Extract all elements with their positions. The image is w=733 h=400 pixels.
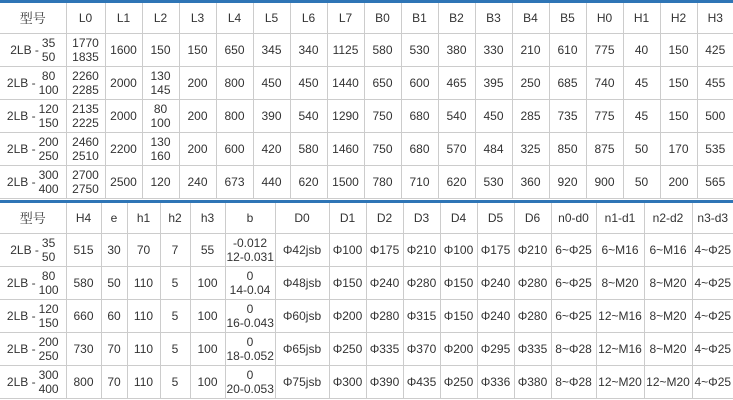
value-cell-n3-d3: 4~Φ25 (692, 234, 733, 267)
value-cell-l1: 2000 (105, 100, 142, 133)
column-header-b: b (225, 202, 275, 234)
value-cell-b0: 580 (364, 34, 401, 67)
value-cell-h2: 7 (160, 234, 190, 267)
value-cell-d5: Φ295 (477, 333, 514, 366)
table-row (0, 366, 733, 399)
value-cell-b: 0 16-0.043 (225, 300, 275, 333)
value-cell-b5: 685 (549, 67, 586, 100)
model-size-stack: 35 50 (41, 236, 56, 264)
value-cell-d6: Φ280 (514, 300, 551, 333)
value-cell-h2: 5 (160, 267, 190, 300)
value-cell-l0: 2260 2285 (66, 67, 105, 100)
value-cell-d4: Φ200 (440, 333, 477, 366)
table-row (0, 100, 733, 133)
column-header-b1: B1 (401, 2, 438, 34)
value-cell-d5: Φ240 (477, 267, 514, 300)
value-cell-e: 60 (101, 300, 127, 333)
value-cell-b3: 395 (475, 67, 512, 100)
value-cell-d1: Φ100 (329, 234, 366, 267)
value-cell-l4: 800 (216, 100, 253, 133)
value-cell-d5: Φ336 (477, 366, 514, 399)
value-cell-e: 30 (101, 234, 127, 267)
column-header-e: e (101, 202, 127, 234)
value-cell-h2: 150 (660, 67, 697, 100)
model-cell (0, 133, 66, 166)
column-header-l0: L0 (66, 2, 105, 34)
value-cell-b5: 850 (549, 133, 586, 166)
value-cell-b1: 680 (401, 133, 438, 166)
table-row (0, 300, 733, 333)
column-header-d0: D0 (275, 202, 329, 234)
value-cell-l3: 200 (179, 133, 216, 166)
value-cell-n0-d0: 6~Φ25 (551, 267, 596, 300)
table-row (0, 34, 733, 67)
value-cell-b0: 650 (364, 67, 401, 100)
column-header-d2: D2 (366, 202, 403, 234)
value-cell-l1: 2500 (105, 166, 142, 199)
value-cell-b3: 450 (475, 100, 512, 133)
value-cell-h1: 40 (623, 34, 660, 67)
column-header-b5: B5 (549, 2, 586, 34)
value-cell-b4: 210 (512, 34, 549, 67)
header-row (0, 2, 733, 34)
column-header-b2: B2 (438, 2, 475, 34)
value-cell-d3: Φ370 (403, 333, 440, 366)
column-header-d1: D1 (329, 202, 366, 234)
column-header-n2-d2: n2-d2 (644, 202, 692, 234)
value-cell-h4: 580 (66, 267, 101, 300)
value-cell-l5: 440 (253, 166, 290, 199)
model-size-stack: 300 400 (38, 168, 59, 196)
value-cell-b4: 325 (512, 133, 549, 166)
value-cell-l7: 1460 (327, 133, 364, 166)
value-cell-l5: 450 (253, 67, 290, 100)
value-cell-d1: Φ250 (329, 333, 366, 366)
value-cell-n0-d0: 8~Φ28 (551, 333, 596, 366)
value-cell-l2: 80 100 (142, 100, 179, 133)
model-prefix: 2LB - (6, 141, 36, 156)
value-cell-h0: 740 (586, 67, 623, 100)
value-cell-h4: 660 (66, 300, 101, 333)
column-header-l6: L6 (290, 2, 327, 34)
value-cell-e: 70 (101, 366, 127, 399)
model-cell (0, 34, 66, 67)
value-cell-h2: 150 (660, 34, 697, 67)
column-header-l4: L4 (216, 2, 253, 34)
value-cell-n2-d2: 8~M20 (644, 300, 692, 333)
value-cell-h1: 110 (127, 300, 160, 333)
value-cell-h1: 50 (623, 166, 660, 199)
column-header-h1: h1 (127, 202, 160, 234)
value-cell-l4: 800 (216, 67, 253, 100)
model-cell (0, 234, 66, 267)
value-cell-d0: Φ48jsb (275, 267, 329, 300)
value-cell-h3: 565 (697, 166, 733, 199)
model-size-stack: 300 400 (38, 368, 59, 396)
value-cell-n1-d1: 12~M16 (596, 333, 644, 366)
value-cell-b1: 710 (401, 166, 438, 199)
model-cell (0, 67, 66, 100)
value-cell-b2: 540 (438, 100, 475, 133)
table-row (0, 234, 733, 267)
value-cell-b2: 620 (438, 166, 475, 199)
value-cell-h1: 45 (623, 67, 660, 100)
value-cell-l7: 1290 (327, 100, 364, 133)
model-prefix: 2LB - (6, 174, 36, 189)
spec-table-bottom (0, 200, 733, 399)
table-row (0, 133, 733, 166)
value-cell-h2: 5 (160, 333, 190, 366)
value-cell-d6: Φ380 (514, 366, 551, 399)
model-cell (0, 100, 66, 133)
value-cell-l2: 120 (142, 166, 179, 199)
table-row (0, 67, 733, 100)
value-cell-d2: Φ390 (366, 366, 403, 399)
value-cell-d5: Φ240 (477, 300, 514, 333)
value-cell-n0-d0: 6~Φ25 (551, 300, 596, 333)
value-cell-n1-d1: 6~M16 (596, 234, 644, 267)
model-size-stack: 35 50 (41, 36, 56, 64)
value-cell-d3: Φ210 (403, 234, 440, 267)
column-header-d6: D6 (514, 202, 551, 234)
value-cell-l1: 2200 (105, 133, 142, 166)
value-cell-b: 0 18-0.052 (225, 333, 275, 366)
value-cell-h1: 45 (623, 100, 660, 133)
value-cell-d0: Φ60jsb (275, 300, 329, 333)
value-cell-l2: 130 145 (142, 67, 179, 100)
model-prefix: 2LB - (10, 242, 39, 257)
value-cell-b2: 380 (438, 34, 475, 67)
value-cell-d2: Φ280 (366, 300, 403, 333)
value-cell-h2: 150 (660, 100, 697, 133)
value-cell-n3-d3: 4~Φ25 (692, 333, 733, 366)
column-header-h2: H2 (660, 2, 697, 34)
column-header-d5: D5 (477, 202, 514, 234)
value-cell-n2-d2: 8~M20 (644, 267, 692, 300)
value-cell-l2: 130 160 (142, 133, 179, 166)
value-cell-d0: Φ42jsb (275, 234, 329, 267)
value-cell-l3: 150 (179, 34, 216, 67)
column-header-l7: L7 (327, 2, 364, 34)
value-cell-h4: 800 (66, 366, 101, 399)
value-cell-n3-d3: 4~Φ25 (692, 366, 733, 399)
value-cell-n0-d0: 8~Φ28 (551, 366, 596, 399)
value-cell-l6: 620 (290, 166, 327, 199)
value-cell-d0: Φ75jsb (275, 366, 329, 399)
value-cell-l5: 345 (253, 34, 290, 67)
value-cell-l0: 2135 2225 (66, 100, 105, 133)
model-prefix: 2LB - (6, 374, 36, 389)
model-cell (0, 267, 66, 300)
model-size-stack: 80 100 (38, 269, 59, 297)
model-size-stack: 200 250 (38, 335, 59, 363)
column-header-l2: L2 (142, 2, 179, 34)
model-prefix: 2LB - (6, 108, 36, 123)
value-cell-d2: Φ175 (366, 234, 403, 267)
value-cell-h1: 110 (127, 333, 160, 366)
value-cell-h0: 775 (586, 34, 623, 67)
value-cell-h3: 425 (697, 34, 733, 67)
value-cell-h3: 455 (697, 67, 733, 100)
value-cell-d4: Φ250 (440, 366, 477, 399)
model-cell (0, 333, 66, 366)
value-cell-l2: 150 (142, 34, 179, 67)
value-cell-d1: Φ300 (329, 366, 366, 399)
column-header-h3: H3 (697, 2, 733, 34)
value-cell-h3: 100 (190, 366, 225, 399)
column-header-n0-d0: n0-d0 (551, 202, 596, 234)
column-header-l3: L3 (179, 2, 216, 34)
header-row (0, 202, 733, 234)
value-cell-d2: Φ240 (366, 267, 403, 300)
column-header-b3: B3 (475, 2, 512, 34)
value-cell-l5: 390 (253, 100, 290, 133)
model-size-stack: 80 100 (38, 69, 59, 97)
column-header-h0: H0 (586, 2, 623, 34)
table-row (0, 166, 733, 199)
value-cell-n3-d3: 4~Φ25 (692, 300, 733, 333)
value-cell-h3: 100 (190, 333, 225, 366)
value-cell-d6: Φ335 (514, 333, 551, 366)
value-cell-h0: 775 (586, 100, 623, 133)
value-cell-h1: 110 (127, 267, 160, 300)
value-cell-d4: Φ150 (440, 267, 477, 300)
value-cell-l3: 200 (179, 100, 216, 133)
value-cell-b0: 750 (364, 133, 401, 166)
value-cell-h4: 515 (66, 234, 101, 267)
column-header-h3: h3 (190, 202, 225, 234)
value-cell-h3: 55 (190, 234, 225, 267)
value-cell-b0: 750 (364, 100, 401, 133)
value-cell-l6: 450 (290, 67, 327, 100)
value-cell-l7: 1500 (327, 166, 364, 199)
column-header-b0: B0 (364, 2, 401, 34)
model-column-header: 型号 (0, 2, 66, 34)
value-cell-d2: Φ335 (366, 333, 403, 366)
value-cell-d5: Φ175 (477, 234, 514, 267)
value-cell-h2: 5 (160, 366, 190, 399)
table-row (0, 333, 733, 366)
model-prefix: 2LB - (10, 42, 39, 57)
value-cell-h0: 875 (586, 133, 623, 166)
value-cell-b3: 330 (475, 34, 512, 67)
value-cell-b: -0.012 12-0.031 (225, 234, 275, 267)
value-cell-h3: 100 (190, 267, 225, 300)
value-cell-l6: 580 (290, 133, 327, 166)
value-cell-l1: 1600 (105, 34, 142, 67)
value-cell-d4: Φ100 (440, 234, 477, 267)
value-cell-h0: 900 (586, 166, 623, 199)
value-cell-h3: 500 (697, 100, 733, 133)
value-cell-l0: 2700 2750 (66, 166, 105, 199)
model-prefix: 2LB - (6, 341, 36, 356)
column-header-h2: h2 (160, 202, 190, 234)
model-prefix: 2LB - (6, 275, 36, 290)
value-cell-n3-d3: 4~Φ25 (692, 267, 733, 300)
value-cell-l4: 650 (216, 34, 253, 67)
value-cell-h4: 730 (66, 333, 101, 366)
value-cell-h1: 70 (127, 234, 160, 267)
value-cell-d3: Φ435 (403, 366, 440, 399)
model-prefix: 2LB - (6, 308, 36, 323)
value-cell-n2-d2: 12~M20 (644, 366, 692, 399)
value-cell-b5: 735 (549, 100, 586, 133)
value-cell-b3: 484 (475, 133, 512, 166)
value-cell-n1-d1: 8~M20 (596, 267, 644, 300)
value-cell-b: 0 20-0.053 (225, 366, 275, 399)
value-cell-l7: 1125 (327, 34, 364, 67)
value-cell-h2: 170 (660, 133, 697, 166)
value-cell-l3: 240 (179, 166, 216, 199)
value-cell-l4: 673 (216, 166, 253, 199)
value-cell-n1-d1: 12~M20 (596, 366, 644, 399)
value-cell-l0: 2460 2510 (66, 133, 105, 166)
model-cell (0, 166, 66, 199)
value-cell-b2: 465 (438, 67, 475, 100)
value-cell-b4: 250 (512, 67, 549, 100)
value-cell-d3: Φ315 (403, 300, 440, 333)
value-cell-b0: 780 (364, 166, 401, 199)
value-cell-e: 50 (101, 267, 127, 300)
value-cell-d1: Φ200 (329, 300, 366, 333)
value-cell-b1: 600 (401, 67, 438, 100)
value-cell-d0: Φ65jsb (275, 333, 329, 366)
model-cell (0, 366, 66, 399)
value-cell-b3: 530 (475, 166, 512, 199)
value-cell-l5: 420 (253, 133, 290, 166)
value-cell-l0: 1770 1835 (66, 34, 105, 67)
column-header-b4: B4 (512, 2, 549, 34)
value-cell-l6: 540 (290, 100, 327, 133)
model-prefix: 2LB - (6, 75, 36, 90)
column-header-n3-d3: n3-d3 (692, 202, 733, 234)
value-cell-b1: 680 (401, 100, 438, 133)
value-cell-d1: Φ150 (329, 267, 366, 300)
column-header-n1-d1: n1-d1 (596, 202, 644, 234)
value-cell-b5: 610 (549, 34, 586, 67)
column-header-d4: D4 (440, 202, 477, 234)
model-size-stack: 200 250 (38, 135, 59, 163)
column-header-h1: H1 (623, 2, 660, 34)
value-cell-d6: Φ280 (514, 267, 551, 300)
value-cell-l7: 1440 (327, 67, 364, 100)
value-cell-h3: 535 (697, 133, 733, 166)
value-cell-h3: 100 (190, 300, 225, 333)
value-cell-h1: 110 (127, 366, 160, 399)
model-size-stack: 120 150 (38, 302, 59, 330)
value-cell-d6: Φ210 (514, 234, 551, 267)
value-cell-b: 0 14-0.04 (225, 267, 275, 300)
spec-table-top (0, 0, 733, 199)
column-header-l1: L1 (105, 2, 142, 34)
column-header-l5: L5 (253, 2, 290, 34)
value-cell-h2: 5 (160, 300, 190, 333)
value-cell-b1: 530 (401, 34, 438, 67)
value-cell-d3: Φ280 (403, 267, 440, 300)
value-cell-h2: 200 (660, 166, 697, 199)
value-cell-b5: 920 (549, 166, 586, 199)
value-cell-b4: 360 (512, 166, 549, 199)
value-cell-n1-d1: 12~M16 (596, 300, 644, 333)
value-cell-b2: 570 (438, 133, 475, 166)
value-cell-n0-d0: 6~Φ25 (551, 234, 596, 267)
value-cell-d4: Φ150 (440, 300, 477, 333)
value-cell-l4: 600 (216, 133, 253, 166)
value-cell-e: 70 (101, 333, 127, 366)
value-cell-b4: 285 (512, 100, 549, 133)
model-cell (0, 300, 66, 333)
model-column-header: 型号 (0, 202, 66, 234)
value-cell-l6: 340 (290, 34, 327, 67)
column-header-h4: H4 (66, 202, 101, 234)
table-row (0, 267, 733, 300)
value-cell-l3: 200 (179, 67, 216, 100)
value-cell-n2-d2: 8~M20 (644, 333, 692, 366)
column-header-d3: D3 (403, 202, 440, 234)
value-cell-l1: 2000 (105, 67, 142, 100)
model-size-stack: 120 150 (38, 102, 59, 130)
value-cell-n2-d2: 6~M16 (644, 234, 692, 267)
value-cell-h1: 50 (623, 133, 660, 166)
